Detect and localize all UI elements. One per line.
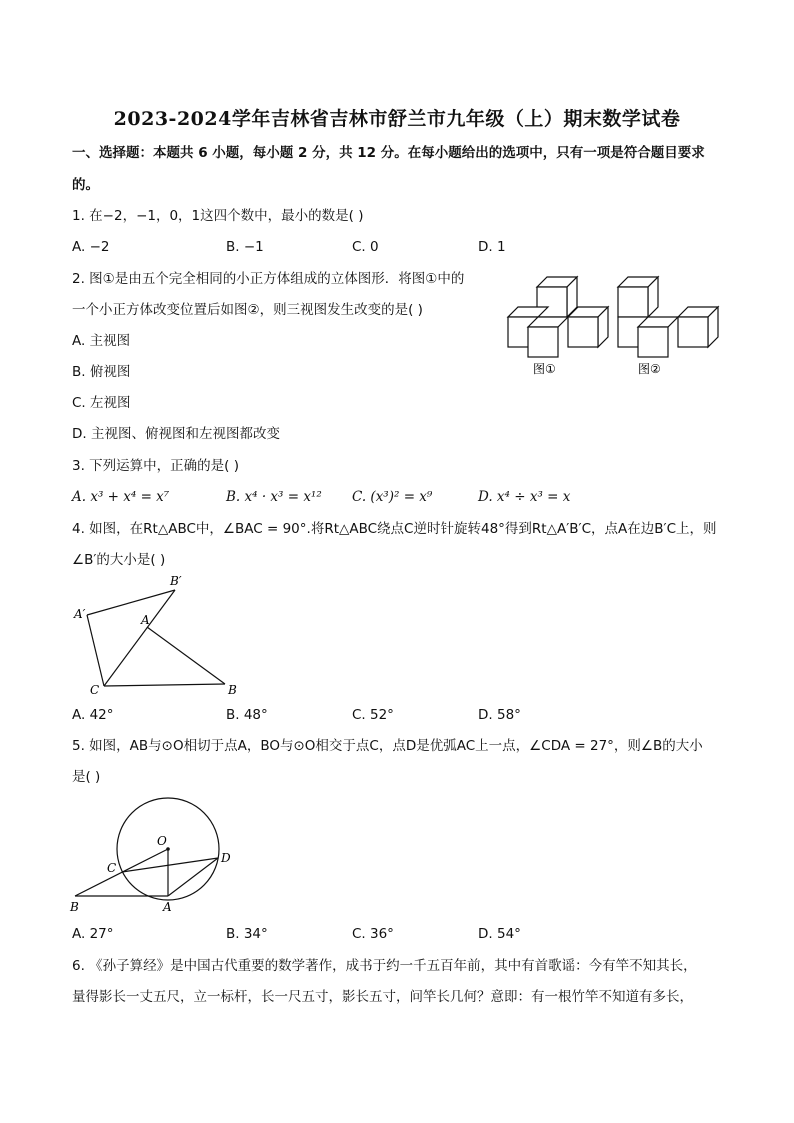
figure-1-caption: 图① [533,362,556,376]
segment-a1-c [87,615,104,686]
q6-stem-line2: 量得影长一丈五尺，立一标杆，长一尺五寸，影长五寸，问竿长几何？意即：有一根竹竿不知道有多长， [72,989,693,1005]
q2-option-d: D. 主视图、俯视图和左视图都改变 [72,426,280,442]
q2-option-a: A. 主视图 [72,333,131,349]
q1-option-c: C. 0 [352,239,379,255]
segment-a1-b1 [87,590,175,615]
q1-stem: 1. 在−2，−1，0，1这四个数中，最小的数是( ) [72,208,364,224]
q4-option-c: C. 52° [352,707,394,723]
q4-option-a: A. 42° [72,707,114,723]
label-c: C [107,861,117,875]
page-title: 2023-2024学年吉林省吉林市舒兰市九年级（上）期末数学试卷 [113,108,681,130]
q1-option-b: B. −1 [226,239,264,255]
q3-option-a: A. x³ + x⁴ = x⁷ [72,489,170,505]
q4-triangle-figure [70,570,250,700]
label-d: D [221,851,231,865]
segment-b-o [75,849,168,896]
figure-1-cubes [508,277,608,357]
q6-stem-line1: 6. 《孙子算经》是中国古代重要的数学著作，成书于约一千五百年前，其中有首歌谣：今有竿不知其长， [72,958,697,974]
label-c: C [90,683,100,697]
label-a: A [163,900,172,914]
q5-circle-figure [65,795,245,920]
label-b: B [70,900,79,914]
label-b: B [228,683,237,697]
q5-option-a: A. 27° [72,926,114,942]
q3-stem: 3. 下列运算中，正确的是( ) [72,458,239,474]
segment-c-b [104,684,225,686]
q4-stem-line2: ∠B′的大小是( ) [72,552,166,568]
q5-stem-line1: 5. 如图，AB与⊙O相切于点A，BO与⊙O相交于点C，点D是优弧AC上一点，∠CDA = 27°，则∠B的大小 [72,738,703,754]
q5-stem-line2: 是( ) [72,769,101,785]
q4-option-d: D. 58° [478,707,521,723]
q5-option-c: C. 36° [352,926,394,942]
q2-option-c: C. 左视图 [72,395,131,411]
q2-stem-line1: 2. 图①是由五个完全相同的小正方体组成的立体图形．将图①中的 [72,271,465,287]
section-heading: 一、选择题：本题共 6 小题，每小题 2 分，共 12 分。在每小题给出的选项中，只有一项是符合题目要求 [72,145,705,161]
q4-option-b: B. 48° [226,707,268,723]
label-o: O [157,834,167,848]
q4-stem-line1: 4. 如图，在Rt△ABC中，∠BAC = 90°.将Rt△ABC绕点C逆时针旋转48°得到Rt△A′B′C，点A在边B′C上，则 [72,521,717,537]
q2-option-b: B. 俯视图 [72,364,131,380]
q3-option-d: D. x⁴ ÷ x³ = x [478,489,571,505]
q1-option-a: A. −2 [72,239,110,255]
label-b-prime: B′ [170,574,182,588]
q2-cube-figure [500,270,725,380]
q1-option-d: D. 1 [478,239,506,255]
figure-2-cubes [618,277,718,357]
q5-option-d: D. 54° [478,926,521,942]
segment-b1-c [104,590,175,686]
q3-option-c: C. (x³)² = x⁹ [352,489,433,505]
segment-a-b [147,627,225,684]
label-a-prime: A′ [74,607,86,621]
q3-option-b: B. x⁴ · x³ = x¹² [226,489,322,505]
q2-stem-line2: 一个小正方体改变位置后如图②，则三视图发生改变的是( ) [72,302,423,318]
q5-option-b: B. 34° [226,926,268,942]
section-heading-cont: 的。 [72,177,99,193]
label-a: A [141,613,150,627]
figure-2-caption: 图② [638,362,661,376]
